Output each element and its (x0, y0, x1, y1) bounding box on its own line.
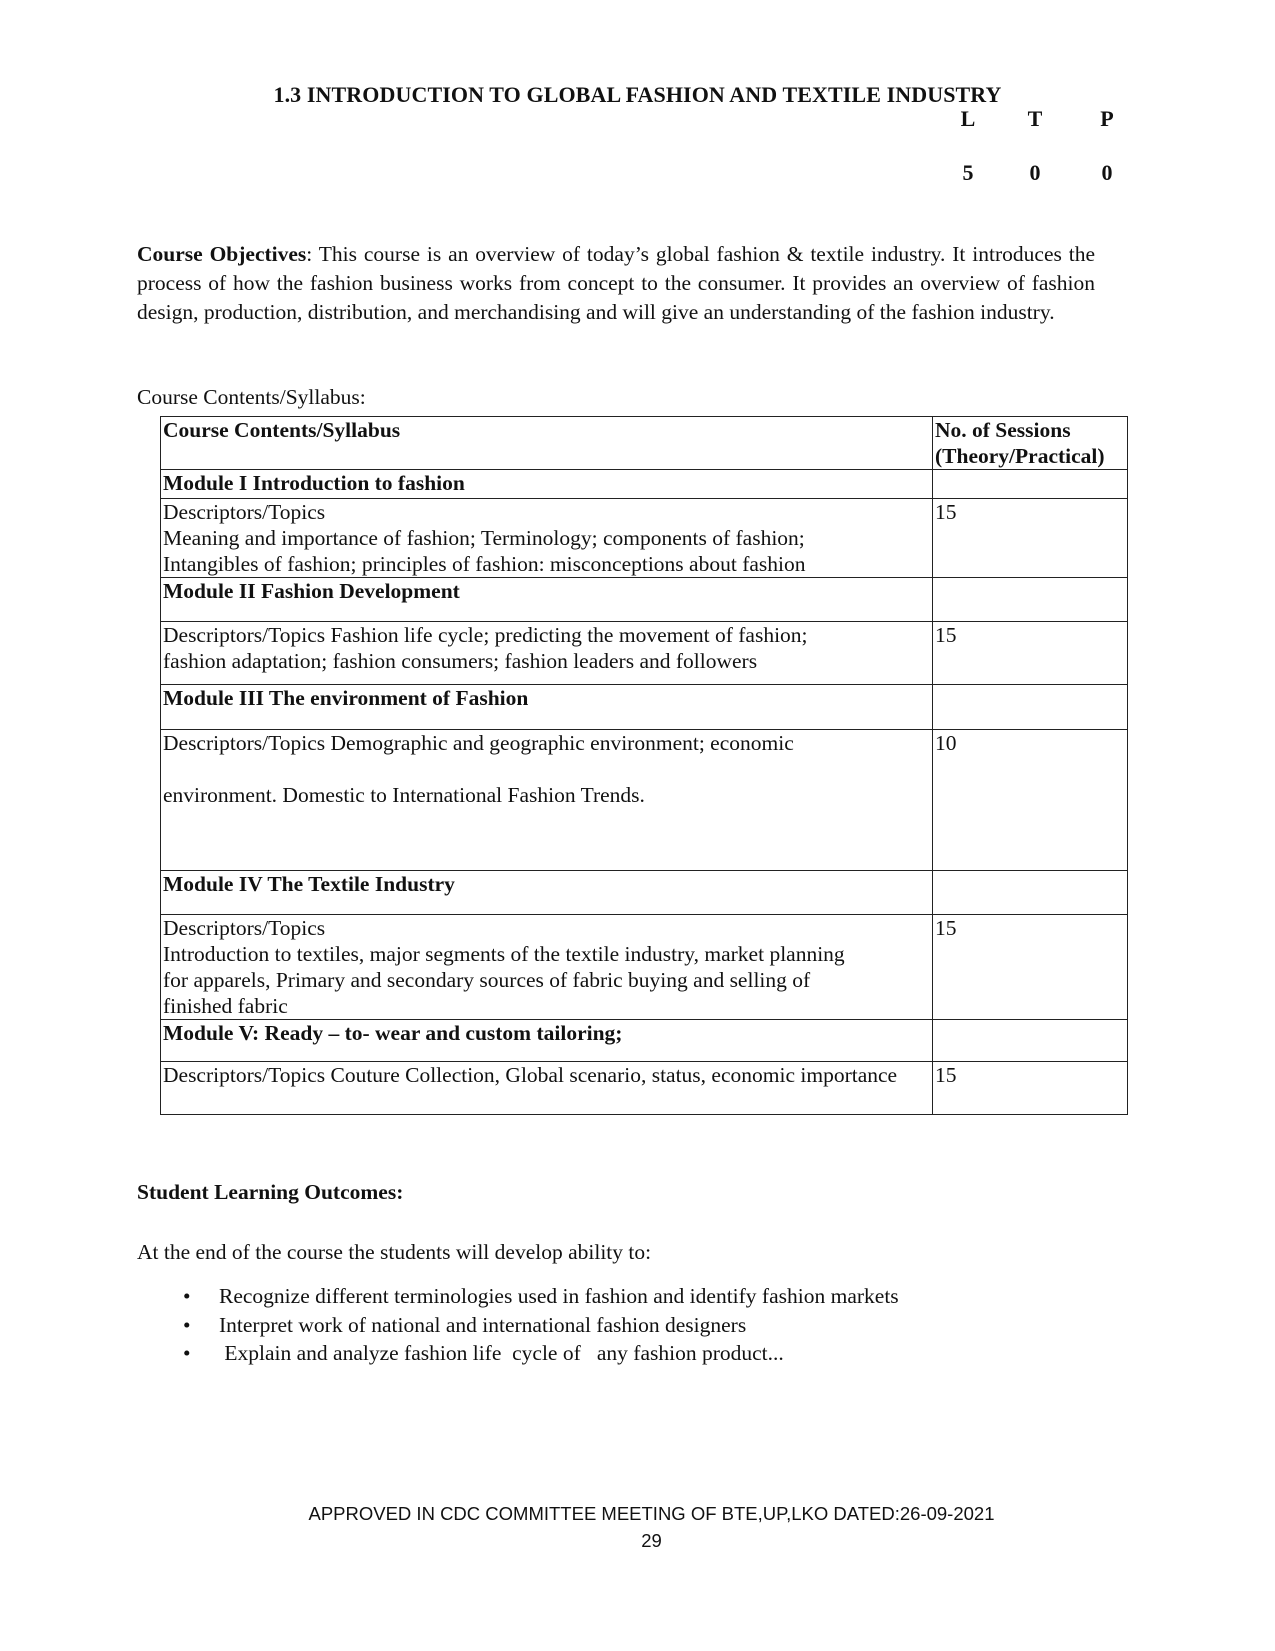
module-topics-cell (161, 622, 933, 685)
module-title-cell: Module V: Ready – to- wear and custom tailoring; (161, 1020, 933, 1062)
sessions-cell: 15 (933, 1062, 1128, 1115)
outcomes-heading: Student Learning Outcomes: (137, 1180, 404, 1204)
topic-line: fashion adaptation; fashion consumers; fashion leaders and followers (163, 649, 758, 673)
module-title-cell: Module III The environment of Fashion (161, 685, 933, 730)
module-topics-row (161, 915, 1128, 1020)
sessions-cell: 15 (933, 499, 1128, 578)
header-contents-cell: Course Contents/Syllabus (161, 417, 933, 470)
ltp-value-p: 0 (1101, 160, 1113, 185)
topic-line: for apparels, Primary and secondary sources of fabric buying and selling of (163, 968, 811, 992)
module-title-cell: Module I Introduction to fashion (161, 470, 933, 499)
ltp-value-l: 5 (962, 160, 974, 185)
empty-cell (933, 578, 1128, 622)
topic-line: Meaning and importance of fashion; Terminology; components of fashion; (163, 526, 805, 550)
topic-line: Intangibles of fashion; principles of fashion: misconceptions about fashion (163, 552, 806, 576)
empty-cell (933, 871, 1128, 915)
topic-line: environment. Domestic to International Fashion Trends. (163, 783, 645, 807)
list-item (183, 1282, 899, 1311)
topic-line: Descriptors/Topics (163, 916, 326, 940)
module-topics-row (161, 1062, 1128, 1115)
topic-line: Descriptors/Topics Couture Collection, Global scenario, status, economic importance (163, 1063, 898, 1087)
ltp-value-t: 0 (1029, 160, 1041, 185)
topic-line: Descriptors/Topics Demographic and geographic environment; economic (163, 731, 794, 755)
module-topics-row (161, 730, 1128, 871)
module-title-row (161, 871, 1128, 915)
module-topics-cell (161, 1062, 933, 1115)
header-sessions-cell: No. of Sessions (Theory/Practical) (933, 417, 1128, 470)
topic-line: Introduction to textiles, major segments of the textile industry, market planning (163, 942, 845, 966)
ltp-header-t: T (1027, 106, 1043, 131)
course-objectives-paragraph (137, 240, 1095, 327)
sessions-cell: 15 (933, 622, 1128, 685)
module-title-cell: Module II Fashion Development (161, 578, 933, 622)
empty-cell (933, 685, 1128, 730)
outcomes-intro: At the end of the course the students will develop ability to: (137, 1240, 652, 1264)
module-title-row (161, 685, 1128, 730)
outcome-text: Explain and analyze fashion life cycle of any fashion product... (219, 1341, 784, 1365)
module-topics-row (161, 499, 1128, 578)
module-topics-cell (161, 730, 933, 871)
module-topics-cell (161, 499, 933, 578)
sessions-cell: 10 (933, 730, 1128, 871)
syllabus-table (160, 416, 1128, 1115)
table-header-row (161, 417, 1128, 470)
list-item (183, 1311, 899, 1340)
outcome-text: Interpret work of national and international fashion designers (219, 1312, 747, 1337)
module-topics-row (161, 622, 1128, 685)
bullet-icon: • (183, 1341, 191, 1365)
empty-cell (933, 1020, 1128, 1062)
topic-line: Descriptors/Topics (163, 500, 326, 524)
bullet-icon: • (183, 1312, 191, 1337)
page-footer (0, 1500, 1275, 1554)
syllabus-label: Course Contents/Syllabus: (137, 385, 366, 409)
module-topics-cell (161, 915, 933, 1020)
module-title-row (161, 578, 1128, 622)
ltp-header-l: L (960, 106, 976, 131)
module-title-row (161, 470, 1128, 499)
document-title: 1.3 INTRODUCTION TO GLOBAL FASHION AND TEXTILE INDUSTRY (273, 82, 1002, 107)
outcomes-list (137, 1282, 899, 1368)
bullet-icon: • (183, 1284, 191, 1308)
list-item (183, 1339, 899, 1368)
outcome-text: Recognize different terminologies used in fashion and identify fashion markets (219, 1284, 899, 1308)
empty-cell (933, 470, 1128, 499)
course-objectives-text: : This course is an overview of today’s global fashion & textile industry. It introduces the process of how the fashion business works from concept to the consumer. It provides an overview of fashion design, production, distribution, and merchandising and will give an understanding of the fashion industry. (137, 242, 1095, 324)
sessions-cell: 15 (933, 915, 1128, 1020)
module-title-row (161, 1020, 1128, 1062)
topic-line: finished fabric (163, 994, 288, 1018)
module-title-cell: Module IV The Textile Industry (161, 871, 933, 915)
page-number: 29 (641, 1530, 662, 1551)
approval-note: APPROVED IN CDC COMMITTEE MEETING OF BTE,UP,LKO DATED:26-09-2021 (308, 1503, 995, 1524)
topic-line: Descriptors/Topics Fashion life cycle; predicting the movement of fashion; (163, 623, 808, 647)
course-objectives-label: Course Objectives (137, 242, 307, 266)
ltp-header-p: P (1100, 106, 1114, 131)
